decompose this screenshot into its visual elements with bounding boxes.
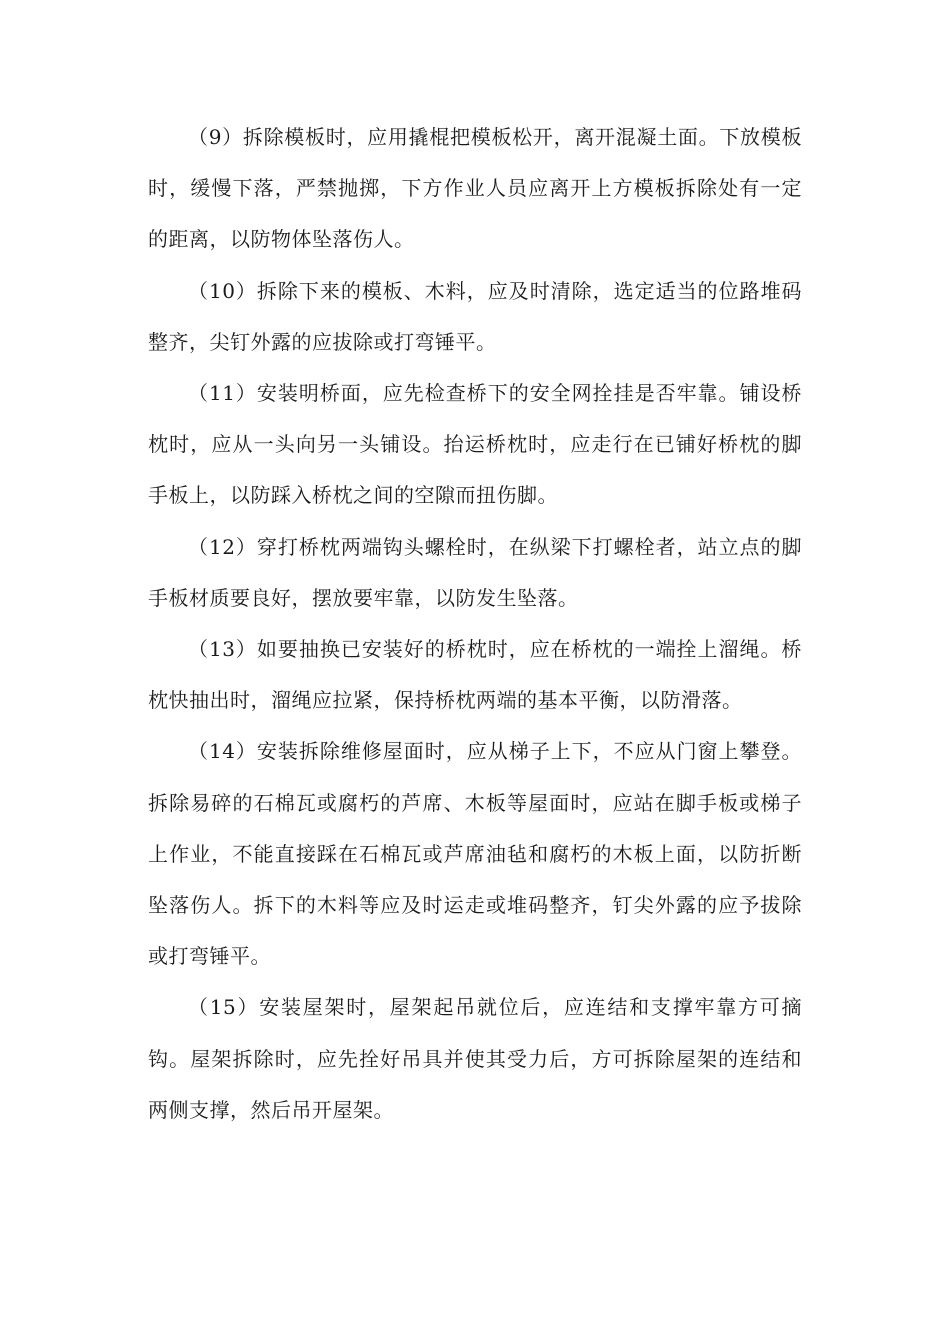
paragraph-item-10: （10）拆除下来的模板、木料，应及时清除，选定适当的位路堆码整齐，尖钉外露的应拔除或打弯锤平。 [148,278,802,354]
paragraph-item-15: （15）安装屋架时，屋架起吊就位后，应连结和支撑牢靠方可摘钩。屋架拆除时，应先拴好吊具并使其受力后，方可拆除屋架的连结和两侧支撑，然后吊开屋架。 [148,995,802,1122]
paragraph-item-9: （9）拆除模板时，应用撬棍把模板松开，离开混凝土面。下放模板时，缓慢下落，严禁抛掷，下方作业人员应离开上方模板拆除处有一定的距离，以防物体坠落伤人。 [148,125,802,252]
paragraph-item-11: （11）安装明桥面，应先检查桥下的安全网拴挂是否牢靠。铺设桥枕时，应从一头向另一头铺设。抬运桥枕时，应走行在已铺好桥枕的脚手板上，以防踩入桥枕之间的空隙而扭伤脚。 [148,381,802,508]
paragraph-item-13: （13）如要抽换已安装好的桥枕时，应在桥枕的一端拴上溜绳。桥枕快抽出时，溜绳应拉紧，保持桥枕两端的基本平衡，以防滑落。 [148,637,802,713]
document-page [148,112,802,1136]
paragraph-item-12: （12）穿打桥枕两端钩头螺栓时，在纵梁下打螺栓者，站立点的脚手板材质要良好，摆放要牢靠，以防发生坠落。 [148,534,802,610]
paragraph-item-14: （14）安装拆除维修屋面时，应从梯子上下，不应从门窗上攀登。拆除易碎的石棉瓦或腐朽的芦席、木板等屋面时，应站在脚手板或梯子上作业，不能直接踩在石棉瓦或芦席油毡和腐朽的木板上面，以防折断坠落伤人。拆下的木料等应及时运走或堆码整齐，钉尖外露的应予拔除或打弯锤平。 [148,739,802,969]
